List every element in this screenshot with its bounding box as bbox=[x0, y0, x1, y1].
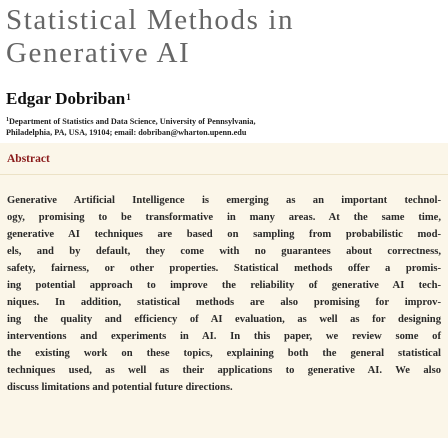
abstract-line: ing potential approach to improve the reliability of generative AI tech- bbox=[7, 280, 441, 291]
abstract-line: generative AI techniques are based on sampling from probabilistic mod- bbox=[7, 229, 441, 240]
abstract-box bbox=[0, 143, 448, 438]
abstract-line: discuss limitations and potential future directions. bbox=[7, 382, 233, 393]
abstract-text bbox=[7, 192, 441, 396]
affiliation-marker: 1 bbox=[6, 117, 9, 123]
abstract-line: interventions and experiments in AI. In this paper, we review some of bbox=[7, 331, 441, 342]
abstract-line: the existing work on these topics, explaining both the general statistical bbox=[7, 348, 441, 359]
title-line-1: Statistical Methods in bbox=[6, 4, 295, 36]
abstract-line: ogy, promising to be transformative in many areas. At the same time, bbox=[7, 212, 441, 223]
author-line bbox=[6, 89, 131, 109]
abstract-line: niques. In addition, statistical methods are also promising for improv- bbox=[7, 297, 441, 308]
affiliation-line-2: Philadelphia, PA, USA, 19104; email: dobriban@wharton.upenn.edu bbox=[6, 128, 247, 137]
abstract-line: els, and by default, they come with no guarantees about correctness, bbox=[7, 246, 441, 257]
affiliation bbox=[6, 116, 446, 138]
abstract-divider bbox=[0, 174, 448, 175]
author-affiliation-marker: 1 bbox=[126, 92, 131, 102]
abstract-line: ing the quality and efficiency of AI evaluation, as well as for designing bbox=[7, 314, 441, 325]
abstract-line: techniques used, as well as their applications to generative AI. We also bbox=[7, 365, 441, 376]
title-line-2: Generative AI bbox=[6, 37, 191, 69]
paper-title bbox=[6, 4, 442, 70]
abstract-line: safety, fairness, or other properties. Statistical methods offer a promis- bbox=[7, 263, 441, 274]
abstract-heading: Abstract bbox=[7, 153, 50, 165]
affiliation-line-1 bbox=[6, 116, 446, 127]
author-name: Edgar Dobriban bbox=[6, 89, 126, 108]
affiliation-line-1-text: Department of Statistics and Data Science, University of Pennsylvania, bbox=[9, 117, 256, 126]
abstract-line: Generative Artificial Intelligence is emerging as an important technol- bbox=[7, 195, 441, 206]
